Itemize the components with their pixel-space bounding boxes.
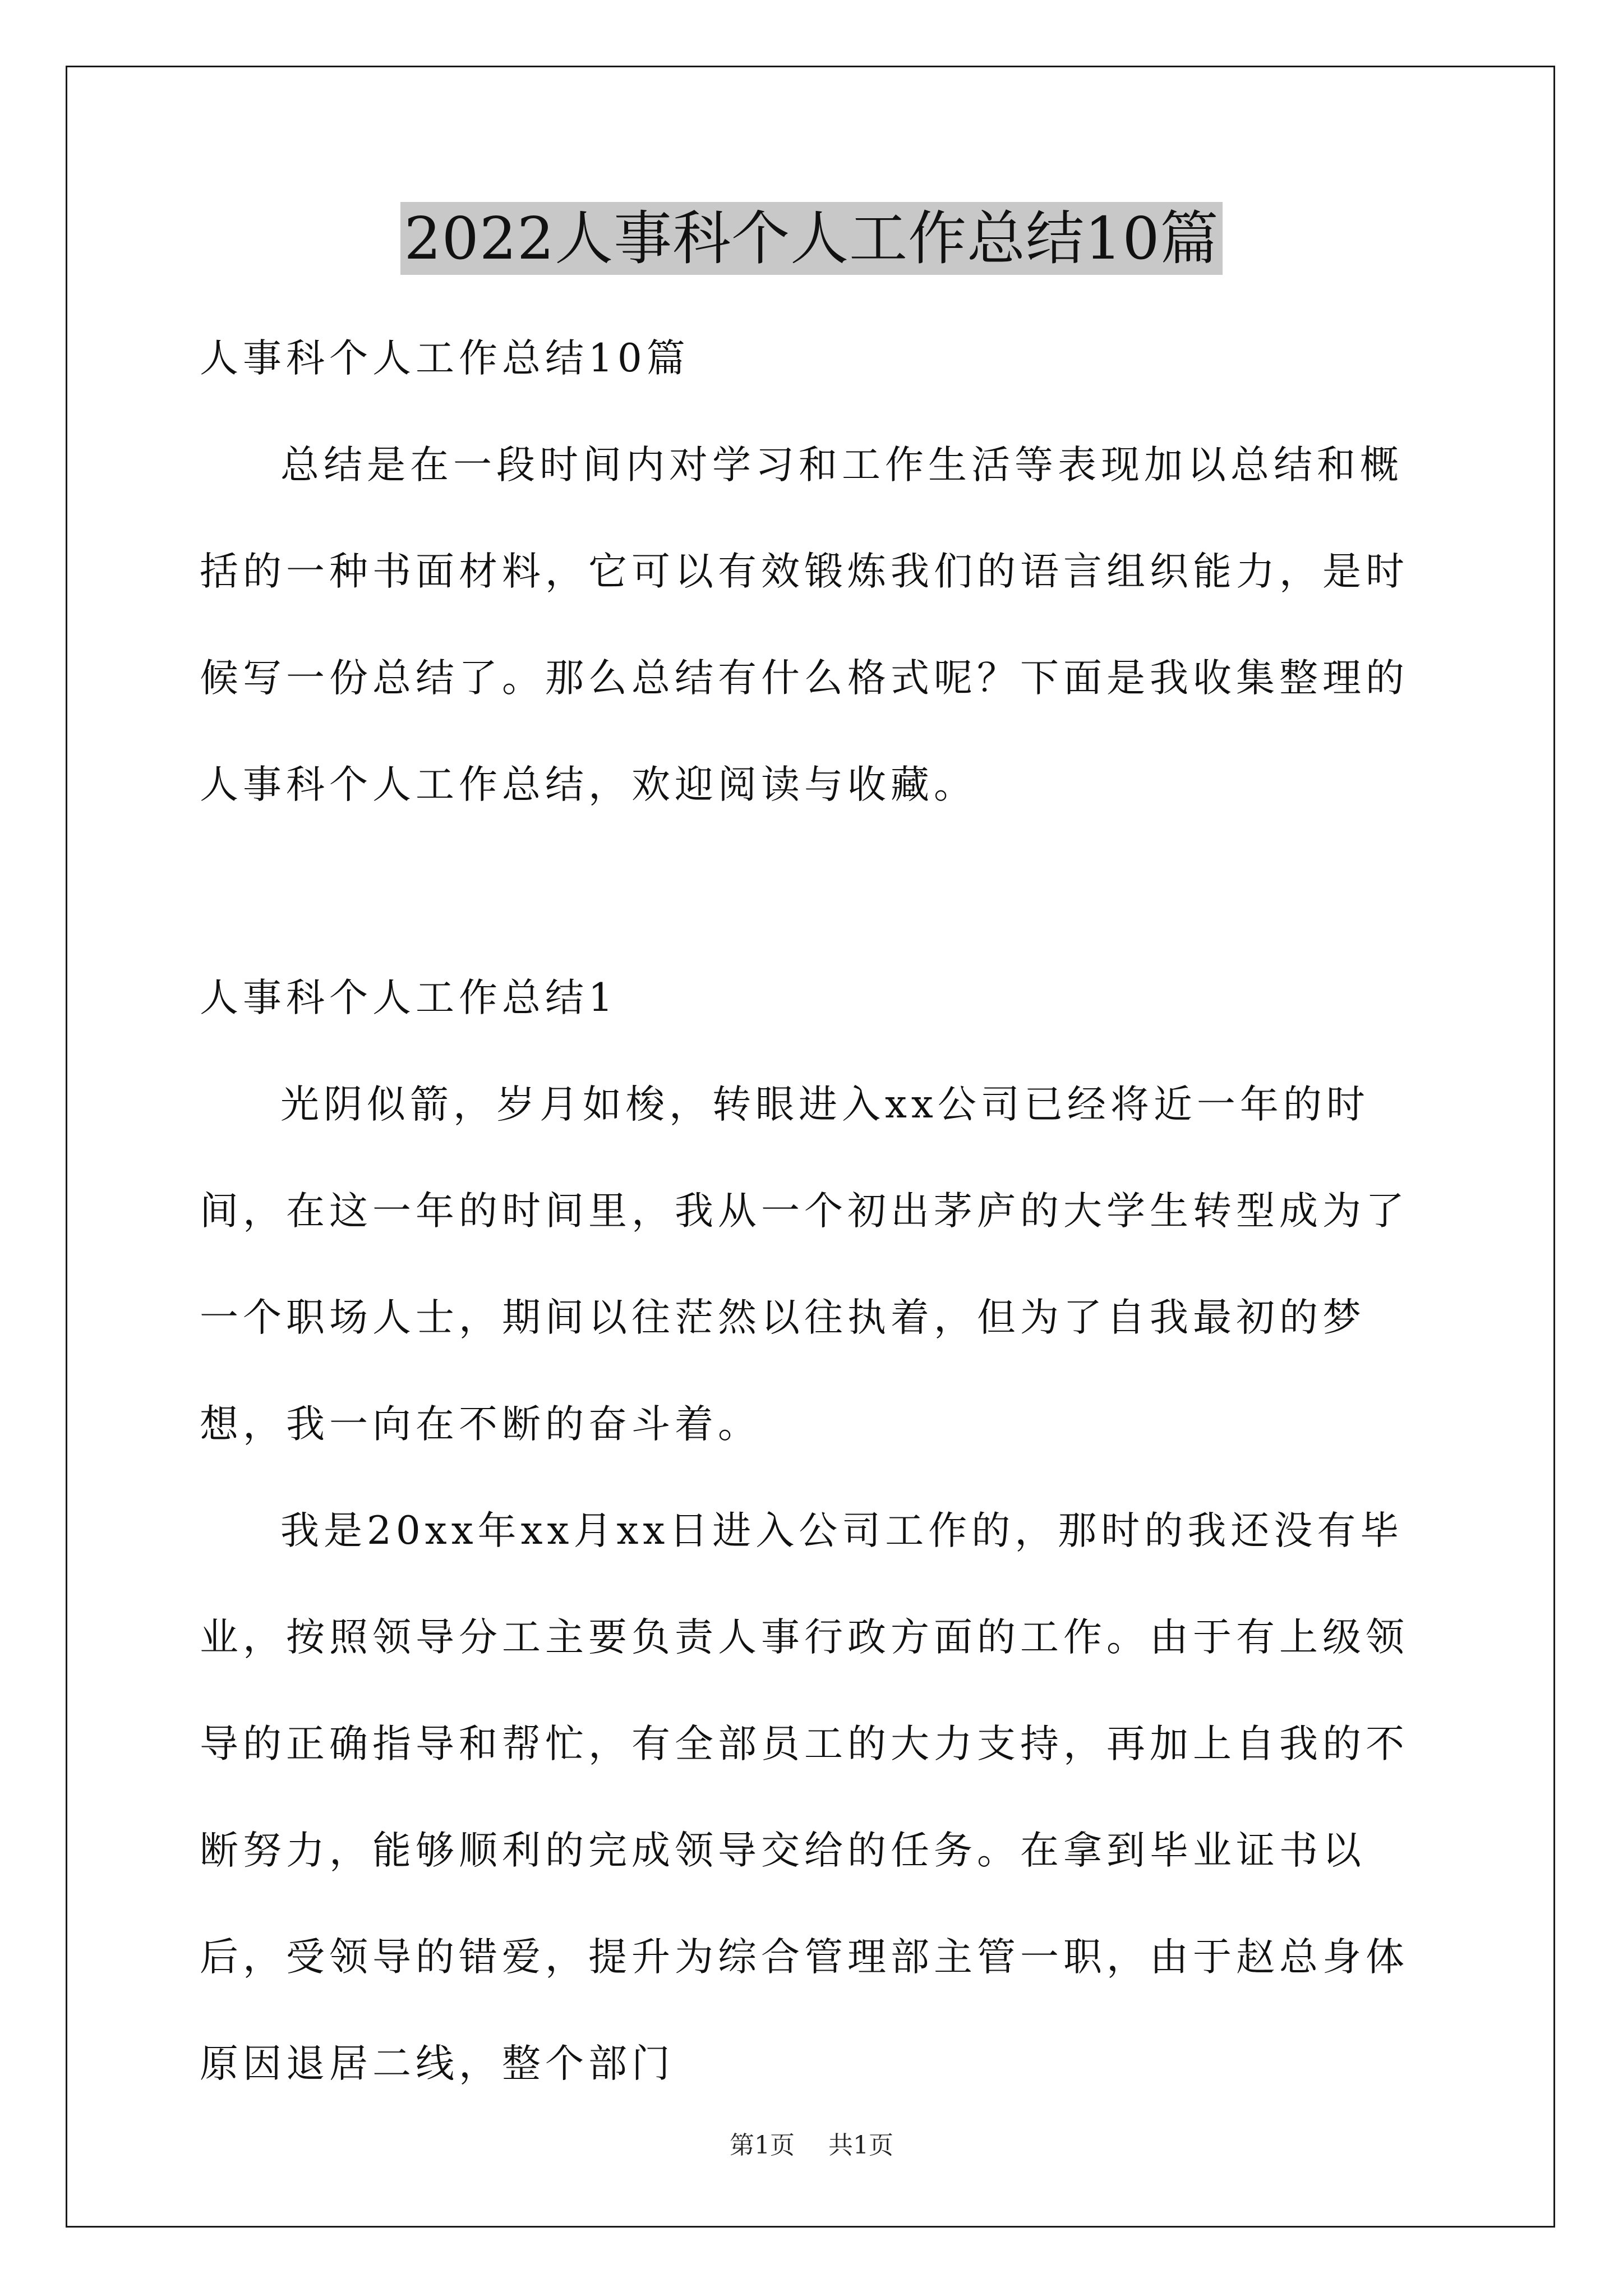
intro-paragraph: 总结是在一段时间内对学习和工作生活等表现加以总结和概括的一种书面材料，它可以有效锻炼我们的语言组织能力，是时候写一份总结了。那么总结有什么格式呢？下面是我收集整理的人事科个人工作总结，欢迎阅读与收藏。: [200, 443, 1409, 807]
body-paragraph-1: 光阴似箭，岁月如梭，转眼进入xx公司已经将近一年的时间，在这一年的时间里，我从一个初出茅庐的大学生转型成为了一个职场人士，期间以往茫然以往执着，但为了自我最初的梦想，我一向在不断的奋斗着。: [200, 1082, 1409, 1447]
document-subtitle: 人事科个人工作总结10篇: [200, 336, 690, 381]
document-title: 2022人事科个人工作总结10篇: [400, 202, 1222, 275]
title-container: [0, 202, 1623, 275]
section-spacer: [200, 838, 1433, 945]
page-number: 第1页: [730, 2131, 795, 2160]
page-footer: [0, 2129, 1623, 2162]
body-paragraph-2: 我是20xx年xx月xx日进入公司工作的，那时的我还没有毕业，按照领导分工主要负责人事行政方面的工作。由于有上级领导的正确指导和帮忙，有全部员工的大力支持，再加上自我的不断努力，能够顺利的完成领导交给的任务。在拿到毕业证书以后，受领导的错爱，提升为综合管理部主管一职，由于赵总身体原因退居二线，整个部门: [200, 1508, 1409, 2086]
document-body: [200, 305, 1433, 2117]
section-heading: 人事科个人工作总结1: [200, 976, 617, 1020]
page-total: 共1页: [828, 2131, 893, 2160]
